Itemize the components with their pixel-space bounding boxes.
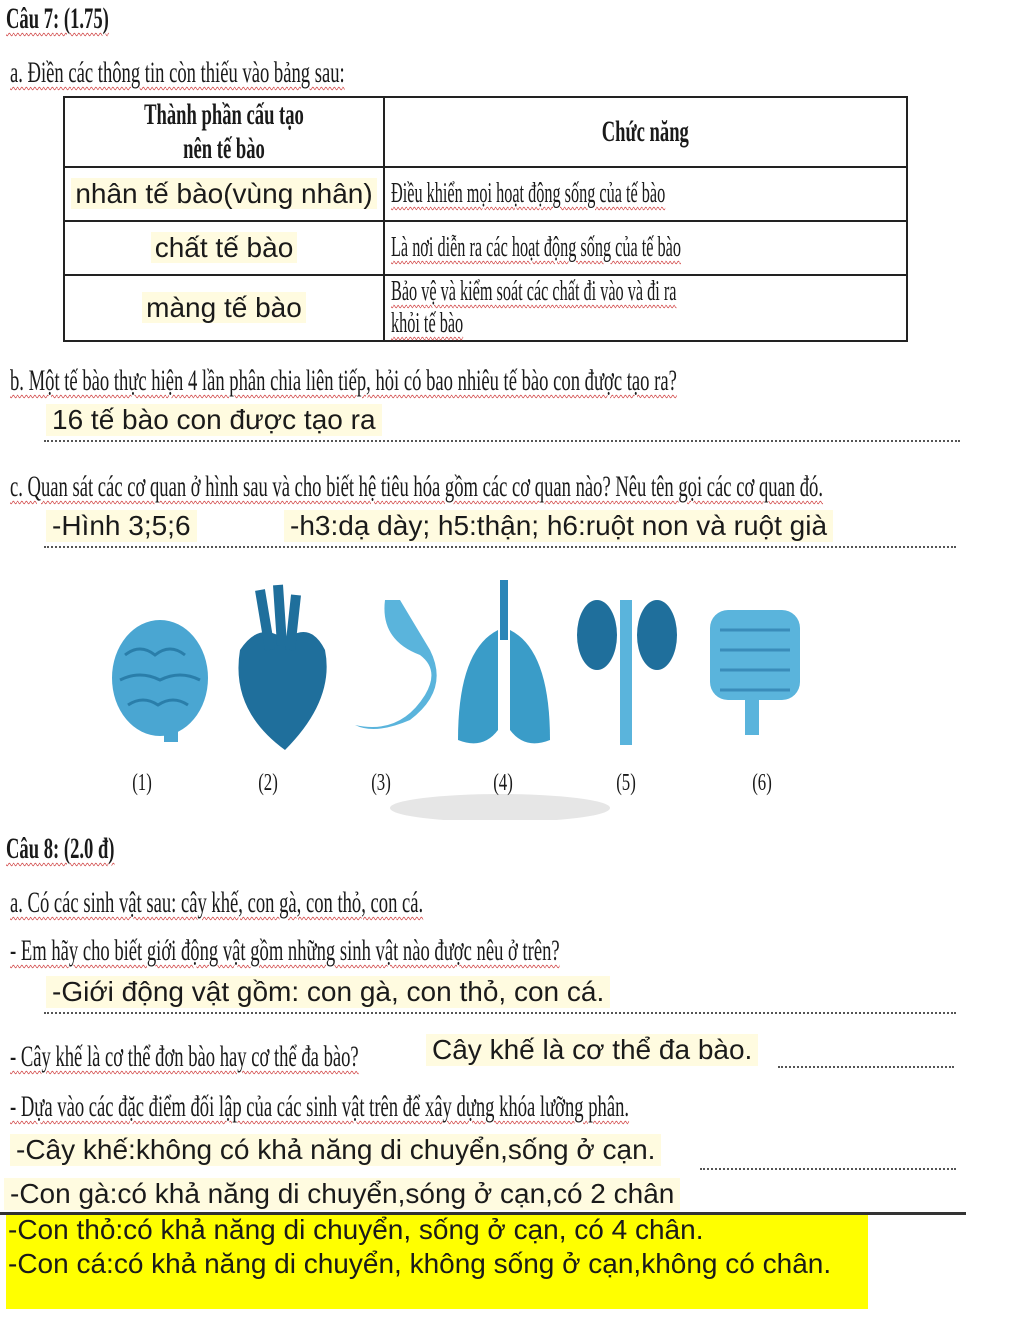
table-header-component: Thành phần cấu tạo nên tế bào xyxy=(64,97,384,167)
table-cell-function: Là nơi diễn ra các hoạt động sống của tế bào xyxy=(384,221,907,275)
heart-icon xyxy=(238,585,326,750)
question-7c-answer-figures: -Hình 3;5;6 xyxy=(46,510,197,542)
question-7b-prompt: b. Một tế bào thực hiện 4 lần phân chia liên tiếp, hỏi có bao nhiêu tế bào con được tạo ra? xyxy=(10,364,677,397)
kidneys-icon xyxy=(577,600,677,745)
organ-label: (2) xyxy=(258,770,278,796)
cell-components-table xyxy=(63,96,908,342)
question-8-title: Câu 8: (2.0 đ) xyxy=(6,832,115,865)
answer-dotted-line xyxy=(778,1066,954,1068)
stomach-icon xyxy=(355,600,437,729)
table-row xyxy=(64,167,907,221)
answer-dotted-line xyxy=(44,440,960,442)
question-8-bullet-1: - Em hãy cho biết giới động vật gồm những sinh vật nào được nêu ở trên? xyxy=(10,934,560,967)
intestine-icon xyxy=(710,610,800,735)
organ-label: (4) xyxy=(493,770,513,796)
table-header-function: Chức năng xyxy=(384,97,907,167)
organ-label: (1) xyxy=(132,770,152,796)
question-7a-prompt: a. Điền các thông tin còn thiếu vào bảng sau: xyxy=(10,56,345,89)
organ-figure xyxy=(100,570,820,820)
question-7c-prompt: c. Quan sát các cơ quan ở hình sau và cho biết hệ tiêu hóa gồm các cơ quan nào? Nêu tên gọi các cơ quan đó. xyxy=(10,470,824,503)
dichotomous-key-line: -Con thỏ:có khả năng di chuyển, sống ở cạn, có 4 chân. xyxy=(8,1214,704,1245)
question-7b-answer: 16 tế bào con được tạo ra xyxy=(46,404,382,436)
brain-icon xyxy=(112,620,208,742)
answer-dotted-line xyxy=(44,546,956,548)
organ-label: (5) xyxy=(616,770,636,796)
dichotomous-key-line: -Con cá:có khả năng di chuyển, không sống ở cạn,không có chân. xyxy=(8,1248,832,1279)
table-cell-function: Bảo vệ và kiểm soát các chất đi vào và đi ra khỏi tế bào xyxy=(384,275,907,341)
table-cell-component: nhân tế bào(vùng nhân) xyxy=(64,167,384,221)
question-8-answer-1: -Giới động vật gồm: con gà, con thỏ, con cá. xyxy=(46,976,610,1008)
dichotomous-key-line: -Cây khế:không có khả năng di chuyển,sống ở cạn. xyxy=(10,1134,661,1166)
question-7-title: Câu 7: (1.75) xyxy=(6,2,109,35)
table-header-row xyxy=(64,97,907,167)
answer-dotted-line xyxy=(44,1012,956,1014)
question-8-bullet-3: - Dựa vào các đặc điểm đối lập của các sinh vật trên để xây dựng khóa lưỡng phân. xyxy=(10,1090,630,1123)
lungs-icon xyxy=(458,580,550,743)
organ-label: (6) xyxy=(752,770,772,796)
question-8a-prompt: a. Có các sinh vật sau: cây khế, con gà, con thỏ, con cá. xyxy=(10,886,424,919)
table-row xyxy=(64,221,907,275)
answer-dotted-line xyxy=(700,1168,956,1170)
table-cell-function: Điều khiển mọi hoạt động sống của tế bào xyxy=(384,167,907,221)
question-8-answer-2: Cây khế là cơ thể đa bào. xyxy=(426,1034,758,1066)
dichotomous-key-line: -Con gà:có khả năng di chuyển,sóng ở cạn,có 2 chân xyxy=(4,1178,680,1210)
question-7c-answer-names: -h3:dạ dày; h5:thận; h6:ruột non và ruột già xyxy=(284,510,833,542)
table-cell-component: màng tế bào xyxy=(64,275,384,341)
table-row xyxy=(64,275,907,341)
table-cell-component: chất tế bào xyxy=(64,221,384,275)
question-8-bullet-2: - Cây khế là cơ thể đơn bào hay cơ thể đa bào? xyxy=(10,1040,359,1073)
organ-label: (3) xyxy=(371,770,391,796)
